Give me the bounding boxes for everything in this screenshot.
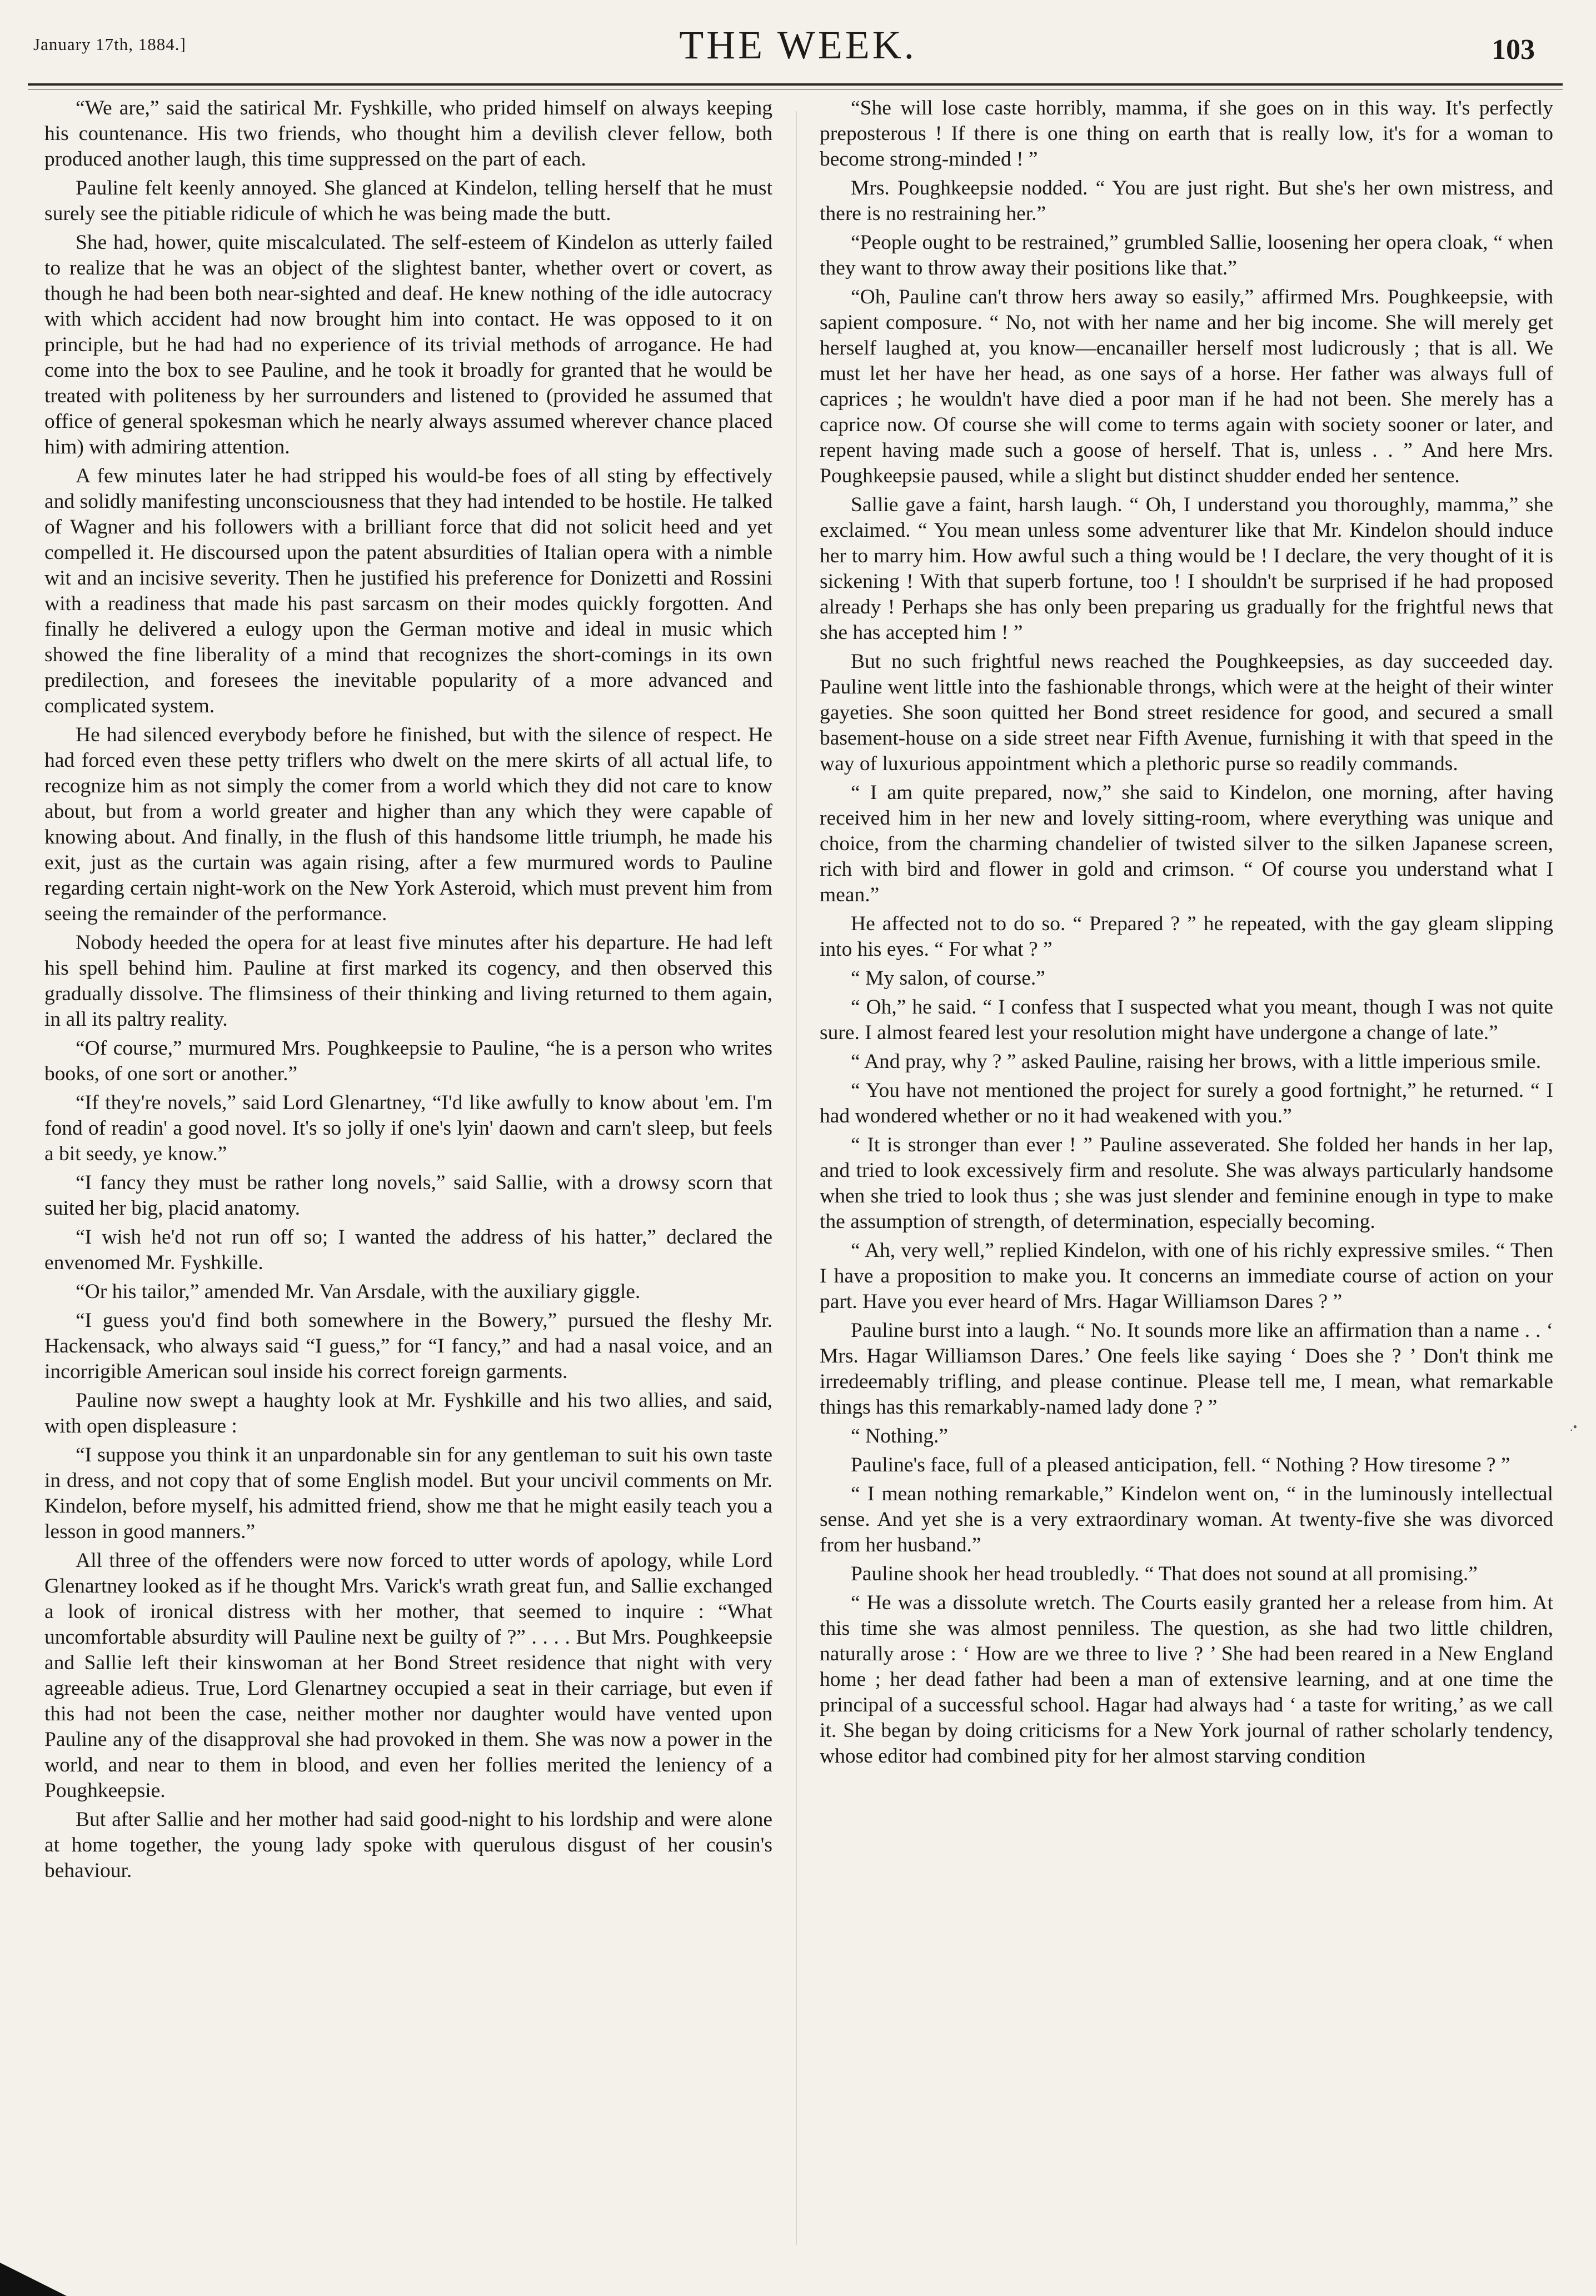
paragraph: Sallie gave a faint, harsh laugh. “ Oh, I understand you thoroughly, mamma,” she exclaimed. “ You mean unless some adventurer like that Mr. Kindelon should induce her to marry him. How awful such a thing would be ! I declare, the very thought of it is sickening ! With that superb fortune, too ! I shouldn't be surprised if he had proposed already ! Perhaps she has only been preparing us gradually for the frightful news that she has accepted him ! ” — [820, 493, 1553, 644]
paragraph: Pauline shook her head troubledly. “ That does not sound at all promising.” — [851, 1563, 1478, 1585]
paragraph: “ Oh,” he said. “ I confess that I suspected what you meant, though I was not quite sure. I almost feared lest your resolution might have undergone a change of late.” — [820, 996, 1553, 1044]
margin-mark: .• — [1570, 1420, 1578, 1434]
paragraph: He had silenced everybody before he finished, but with the silence of respect. He had forced even these petty triflers who dwelt on the mere skirts of all actual life, to recognize him as not simply the comer from a world which they did not care to know about, but from a world greater and higher than any which they were capable of knowing about. And finally, in the flush of this handsome little triumph, he made his exit, just as the curtain was again rising, after a few murmured words to Pauline regarding certain night-work on the New York Asteroid, which must prevent him from seeing the remainder of the performance. — [44, 723, 772, 925]
paragraph: “I fancy they must be rather long novels,” said Sallie, with a drowsy scorn that suited her big, placid anatomy. — [44, 1171, 772, 1220]
paragraph: But after Sallie and her mother had said good-night to his lordship and were alone at home together, the young lady spoke with querulous disgust of her cousin's behaviour. — [44, 1808, 772, 1882]
paragraph: All three of the offenders were now forced to utter words of apology, while Lord Glenartney looked as if he thought Mrs. Varick's wrath great fun, and Sallie exchanged a look of ironical distress with her mother, that seemed to inquire : “What uncomfortable absurdity will Pauline next be guilty of ?” . . . . But Mrs. Poughkeepsie and Sallie left their kinswoman at her Bond Street residence that night with very agreeable adieus. True, Lord Glenartney occupied a seat in their carriage, but even if this had not been the case, neither mother nor daughter would have vented upon Pauline any of the disapproval she had provoked in them. She was now a power in the world, and near to them in blood, and even her follies merited the leniency of a Poughkeepsie. — [44, 1549, 772, 1802]
paragraph: “ I am quite prepared, now,” she said to Kindelon, one morning, after having received him in her new and lovely sitting-room, where everything was unique and choice, from the charming chandelier of twisted silver to the silken Japanese screen, rich with bird and flower in gold and crimson. “ Of course you understand what I mean.” — [820, 781, 1553, 906]
paragraph: “If they're novels,” said Lord Glenartney, “I'd like awfully to know about 'em. I'm fond of readin' a good novel. It's so jolly if one's lyin' daown and carn't sleep, but feels a bit seedy, ye know.” — [44, 1091, 772, 1165]
paragraph: He affected not to do so. “ Prepared ? ” he repeated, with the gay gleam slipping into his eyes. “ For what ? ” — [820, 912, 1553, 961]
paragraph: Pauline felt keenly annoyed. She glanced at Kindelon, telling herself that he must surely see the pitiable ridicule of which he was being made the butt. — [44, 177, 772, 225]
paragraph: “ Ah, very well,” replied Kindelon, with one of his richly expressive smiles. “ Then I have a proposition to make you. It concerns an immediate course of action on your part. Have you ever heard of Mrs. Hagar Williamson Dares ? ” — [820, 1239, 1553, 1313]
paragraph: A few minutes later he had stripped his would-be foes of all sting by effectively and solidly manifesting unconsciousness that they had intended to be hostile. He talked of Wagner and his followers with a brilliant force that did not solicit heed and yet compelled it. He discoursed upon the patent absurdities of Italian opera with a nimble wit and an incisive severity. Then he justified his preference for Donizetti and Rossini with a readiness that made his past sarcasm on their modes quickly forgotten. And finally he delivered a eulogy upon the German motive and ideal in music which showed the fine liberality of a mind that recognizes the short-comings in its own predilection, and foresees the inevitable popularity of a more advanced and complicated system. — [44, 465, 772, 717]
page-corner-shadow — [0, 2263, 67, 2296]
paragraph: Nobody heeded the opera for at least five minutes after his departure. He had left his spell behind him. Pauline at first marked its cogency, and then observed this gradually dissolve. The flimsiness of their thinking and living returned to them again, in all its paltry reality. — [44, 931, 772, 1031]
left-text-column — [44, 96, 772, 2274]
paragraph: But no such frightful news reached the Poughkeepsies, as day succeeded day. Pauline went little into the fashionable throngs, which were at the height of their winter gayeties. She soon quitted her Bond street residence for good, and secured a small basement-house on a side street near Fifth Avenue, furnishing it with that speed in the way of luxurious appointment which a plethoric purse so readily commands. — [820, 650, 1553, 775]
paragraph: “ And pray, why ? ” asked Pauline, raising her brows, with a little imperious smile. — [851, 1050, 1542, 1073]
issue-date: January 17th, 1884.] — [33, 34, 186, 54]
paragraph: Pauline burst into a laugh. “ No. It sounds more like an affirmation than a name . . ‘ Mrs. Hagar Williamson Dares.’ One feels like saying ‘ Does she ? ’ Don't think me irredeemably trifling, and please continue. Please tell me, I mean, what remarkable things has this remarkably-named lady done ? ” — [820, 1319, 1553, 1419]
header-rule-thick — [28, 83, 1563, 86]
paragraph: “I wish he'd not run off so; I wanted the address of his hatter,” declared the envenomed Mr. Fyshkille. — [44, 1226, 772, 1274]
paragraph: “ He was a dissolute wretch. The Courts easily granted her a release from him. At this time she was almost penniless. The question, as she had two little children, naturally arose : ‘ How are we three to live ? ’ She had been reared in a New England home ; her dead father had been a man of extensive learning, and at one time the principal of a successful school. Hagar had always had ‘ a taste for writing,’ as we call it. She began by doing criticisms for a New York journal of rather scholarly tendency, whose editor had combined pity for her almost starving condition — [820, 1591, 1553, 1768]
paragraph: “Of course,” murmured Mrs. Poughkeepsie to Pauline, “he is a person who writes books, of one sort or another.” — [44, 1037, 772, 1085]
paragraph: “People ought to be restrained,” grumbled Sallie, loosening her opera cloak, “ when they want to throw away their positions like that.” — [820, 231, 1553, 279]
paragraph: She had, hower, quite miscalculated. The self-esteem of Kindelon as utterly failed to realize that he was an object of the slightest banter, whether overt or covert, as though he had been both near-sighted and deaf. He knew nothing of the idle autocracy with which accident had now brought him into contact. He was opposed to it on principle, but he had had no experience of its trivial methods of arrogance. He had come into the box to see Pauline, and he took it broadly for granted that he would be treated with politeness by her surrounders and listened to (provided he assumed that office of general spokesman which he nearly always assumed wherever chance placed him) with admiring attention. — [44, 231, 772, 458]
paragraph: “We are,” said the satirical Mr. Fyshkille, who prided himself on always keeping his countenance. His two friends, who thought him a devilish clever fellow, both produced another laugh, this time suppressed on the part of each. — [44, 97, 772, 171]
page-number: 103 — [1492, 34, 1535, 66]
paragraph: “ It is stronger than ever ! ” Pauline asseverated. She folded her hands in her lap, and tried to look excessively firm and resolute. She was always particularly handsome when she tried to look thus ; she was just slender and feminine enough in type to make the assumption of strength, of determination, especially becoming. — [820, 1134, 1553, 1233]
paragraph: “ My salon, of course.” — [851, 967, 1045, 990]
paragraph: “Oh, Pauline can't throw hers away so easily,” affirmed Mrs. Poughkeepsie, with sapient composure. “ No, not with her name and her big income. She will merely get herself laughed at, you know—encanailler herself most ludicrously ; that is all. We must let her have her head, as one says of a horse. Her father was always full of caprices ; he wouldn't have died a poor man if he had not been. She merely has a caprice now. Of course she will come to terms again with society sooner or later, and repent having made such a goose of herself. That is, unless . . ” And here Mrs. Poughkeepsie paused, while a slight but distinct shudder ended her sentence. — [820, 286, 1553, 487]
paragraph: “Or his tailor,” amended Mr. Van Arsdale, with the auxiliary giggle. — [76, 1280, 641, 1303]
paragraph: Mrs. Poughkeepsie nodded. “ You are just right. But she's her own mistress, and there is no restraining her.” — [820, 177, 1553, 225]
paragraph: “She will lose caste horribly, mamma, if she goes on in this way. It's perfectly preposterous ! If there is one thing on earth that is really low, it's for a woman to become strong-minded ! ” — [820, 97, 1553, 171]
paragraph: “I guess you'd find both somewhere in the Bowery,” pursued the fleshy Mr. Hackensack, who always said “I guess,” for “I fancy,” and had a nasal voice, and an incorrigible American soul inside his correct foreign garments. — [44, 1309, 772, 1383]
paragraph: Pauline's face, full of a pleased anticipation, fell. “ Nothing ? How tiresome ? ” — [851, 1454, 1510, 1476]
paragraph: “I suppose you think it an unpardonable sin for any gentleman to suit his own taste in dress, and not copy that of some English model. But your uncivil comments on Mr. Kindelon, before myself, his admitted friend, show me that he might easily teach you a lesson in good manners.” — [44, 1444, 772, 1543]
paragraph: Pauline now swept a haughty look at Mr. Fyshkille and his two allies, and said, with open displeasure : — [44, 1389, 772, 1438]
publication-title: THE WEEK. — [679, 23, 917, 67]
paragraph: “ Nothing.” — [851, 1425, 948, 1448]
right-text-column — [820, 96, 1553, 2274]
paragraph: “ You have not mentioned the project for surely a good fortnight,” he returned. “ I had wondered whether or no it had weakened with you.” — [820, 1079, 1553, 1127]
paragraph: “ I mean nothing remarkable,” Kindelon went on, “ in the luminously intellectual sense. And yet she is a very extraordinary woman. At twenty-five she was divorced from her husband.” — [820, 1483, 1553, 1556]
